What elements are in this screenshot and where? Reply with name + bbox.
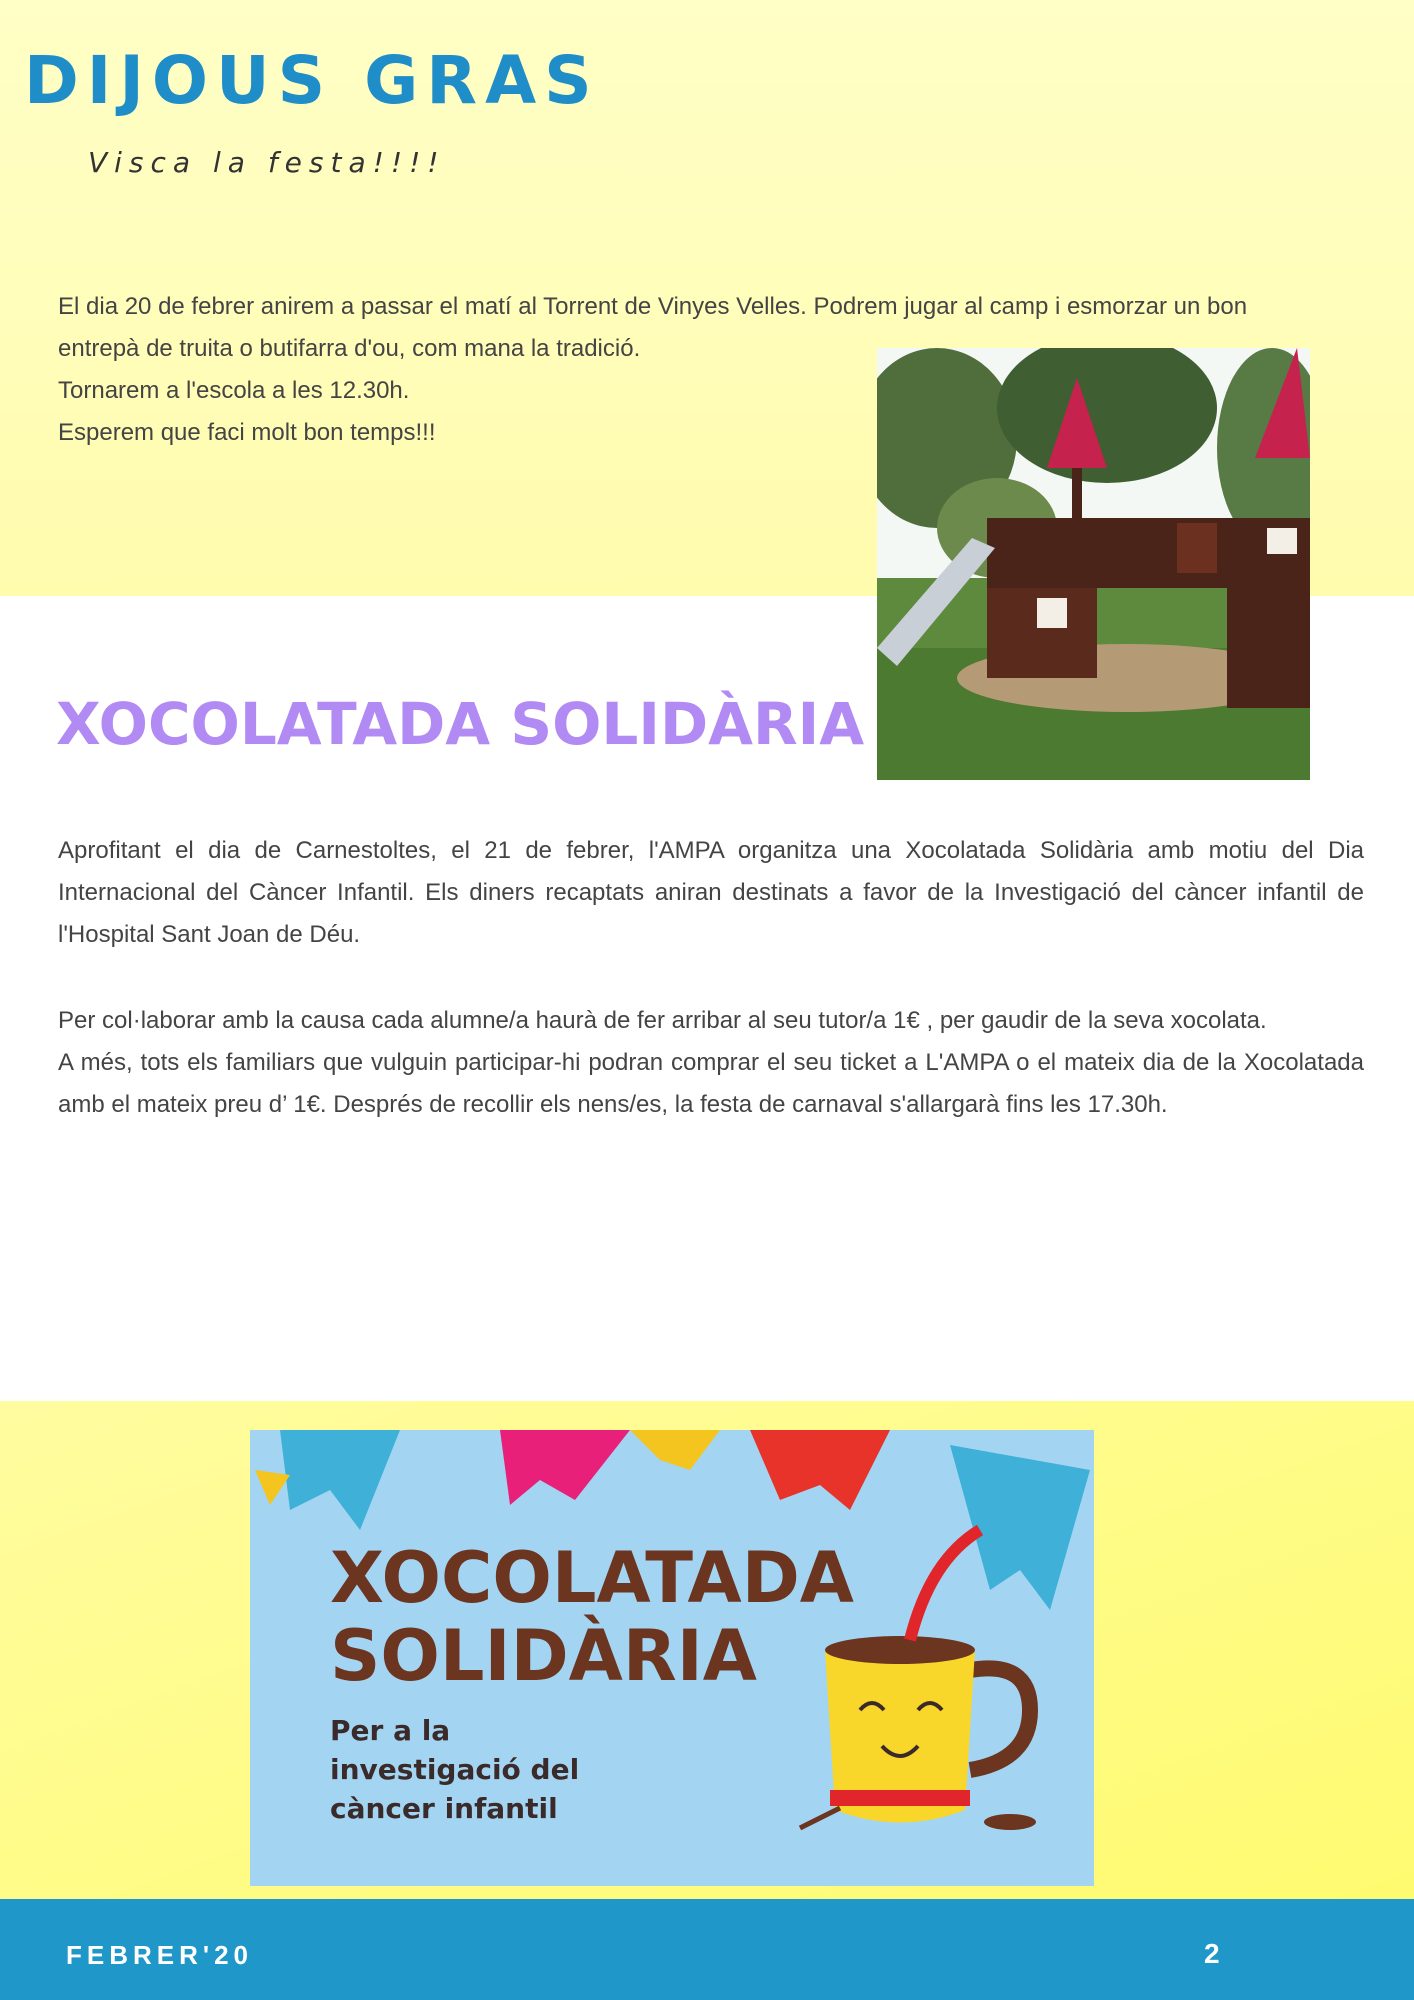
paragraph-text: A més, tots els familiars que vulguin participar-hi podran comprar el seu ticket a L'AMPA o el mateix dia de la Xocolatada amb el mateix preu d’ 1€. Després de recollir els nens/es, la festa de carnaval s'allargarà fins les 17.30h.: [58, 1049, 1364, 1118]
intro-line: El dia 20 de febrer anirem a passar el matí al Torrent de Vinyes Velles. Podrem jugar al camp i esmorzar un bon: [58, 293, 1248, 320]
intro-line: Tornarem a l'escola a les 12.30h.: [58, 377, 410, 404]
banner-sub-line1: Per a la: [330, 1714, 451, 1747]
section-title-xocolatada: XOCOLATADA SOLIDÀRIA: [56, 690, 865, 758]
banner-sub-line2: investigació del: [330, 1753, 580, 1786]
intro-line: Esperem que faci molt bon temps!!!: [58, 419, 436, 446]
page-number: 2: [1204, 1938, 1220, 1969]
section-title-dijous-gras: DIJOUS GRAS: [24, 42, 600, 119]
xocolatada-paragraph-2: [58, 1000, 1364, 1126]
xocolatada-banner: [250, 1430, 1094, 1886]
banner-title-line1: XOCOLATADA: [330, 1537, 854, 1619]
intro-line: entrepà de truita o butifarra d'ou, com mana la tradició.: [58, 335, 641, 362]
banner-sub-line3: càncer infantil: [330, 1792, 558, 1825]
footer-issue: FEBRER'20: [66, 1940, 253, 1970]
paragraph-line: Per col·laborar amb la causa cada alumne/a haurà de fer arribar al seu tutor/a 1€ , per gaudir de la seva xocolata.: [58, 1007, 1267, 1034]
banner-title-line2: SOLIDÀRIA: [330, 1615, 757, 1697]
playground-photo: [877, 348, 1310, 780]
xocolatada-paragraph-1: Aprofitant el dia de Carnestoltes, el 21 de febrer, l'AMPA organitza una Xocolatada Solidària amb motiu del Dia Internacional del Càncer Infantil. Els diners recaptats aniran destinats a favor de la Investigació del càncer infantil de l'Hospital Sant Joan de Déu.: [58, 837, 1364, 948]
section-subtitle: Visca la festa!!!!: [88, 146, 446, 179]
